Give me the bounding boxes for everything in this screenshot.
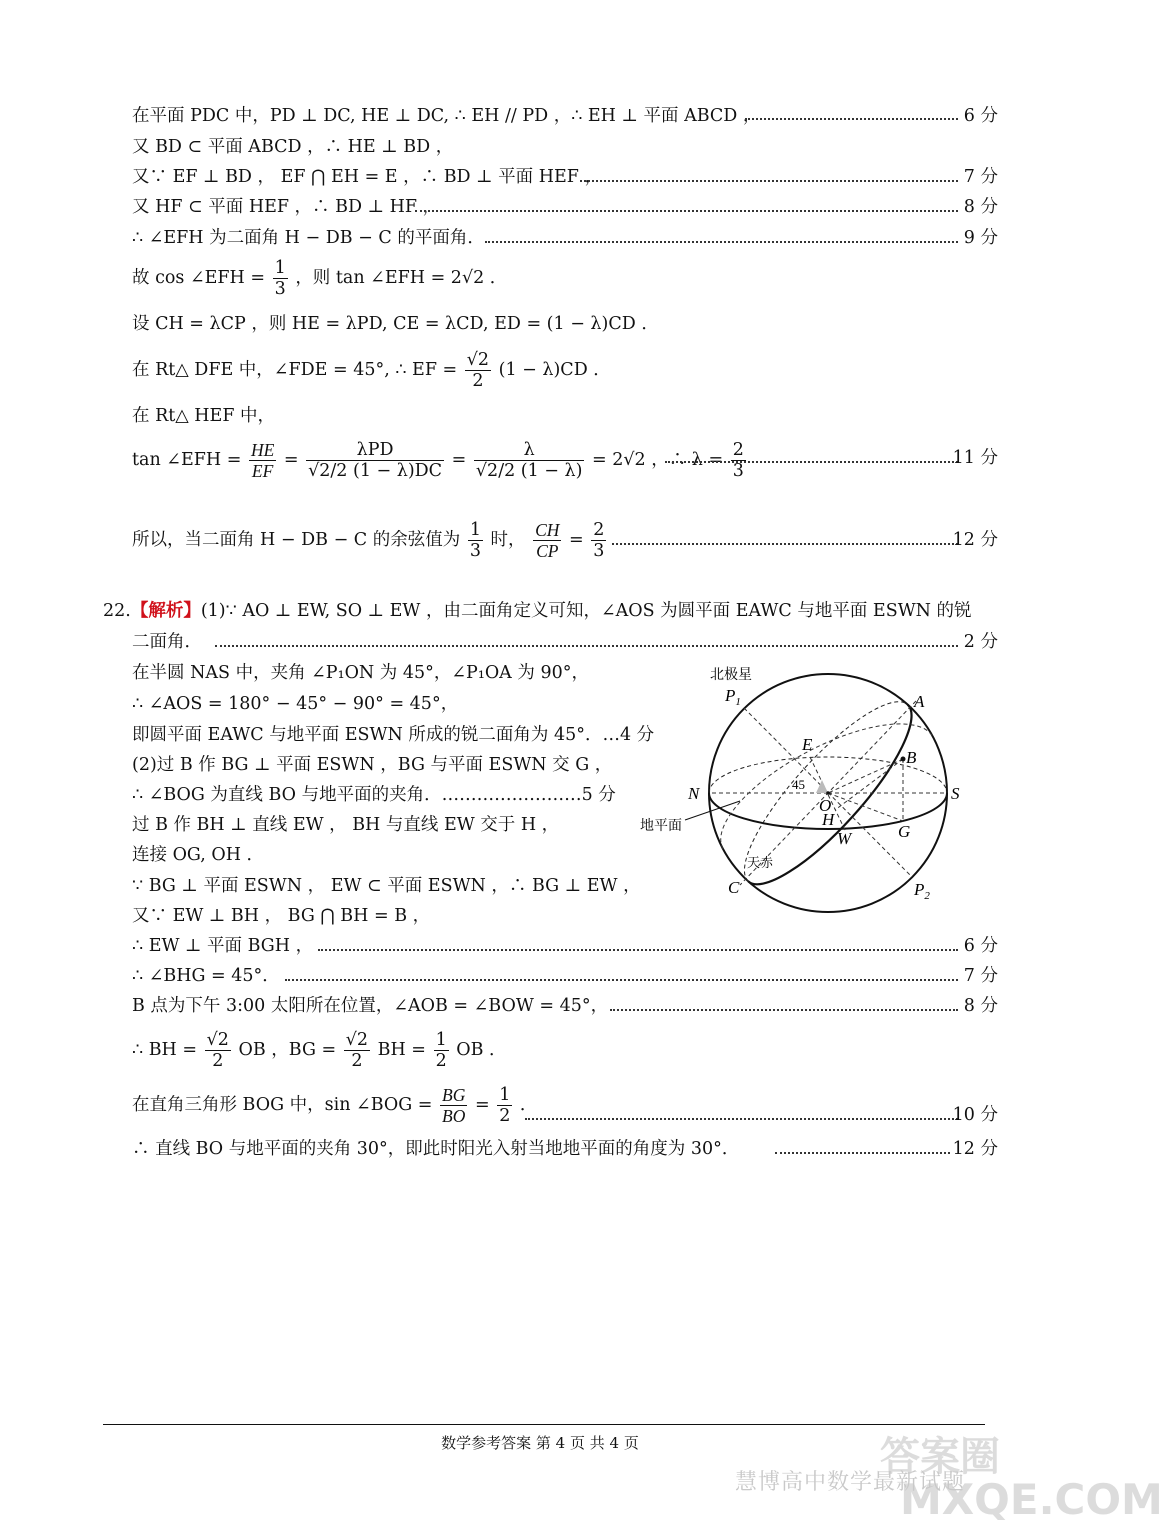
text-line: 在半圆 NAS 中，夹角 ∠P₁ON 为 45°，∠P₁OA 为 90°， bbox=[132, 663, 589, 683]
numerator: λPD bbox=[356, 440, 394, 460]
denominator: CP bbox=[533, 540, 561, 561]
question-number: 22. bbox=[103, 601, 131, 621]
text-line: (2)过 B 作 BG ⊥ 平面 ESWN ，BG 与平面 ESWN 交 G ， bbox=[132, 755, 613, 775]
dot-leader bbox=[525, 1118, 958, 1120]
numerator: √2 bbox=[206, 1030, 229, 1050]
label-C: C bbox=[728, 878, 740, 897]
text-line: ∴ ∠BOG 为直线 BO 与地平面的夹角．……………………5 分 bbox=[132, 785, 616, 805]
text-line: ∴ ∠AOS = 180° − 45° − 90° = 45°， bbox=[132, 694, 459, 714]
point-B bbox=[901, 757, 906, 762]
text-line bbox=[132, 440, 748, 481]
text-span: ． bbox=[519, 1095, 538, 1115]
text-span: 在 Rt△ DFE 中，∠FDE = 45°, ∴ EF = bbox=[132, 360, 458, 380]
equals: = bbox=[569, 530, 584, 550]
numerator: CH bbox=[535, 520, 560, 540]
numerator: 1 bbox=[499, 1085, 511, 1105]
fraction bbox=[474, 440, 585, 481]
equals: = bbox=[474, 1095, 490, 1115]
fraction bbox=[249, 440, 276, 481]
score-label: 7 分 bbox=[963, 966, 998, 986]
fraction bbox=[533, 520, 561, 561]
line-BH bbox=[835, 759, 903, 810]
numerator: 1 bbox=[274, 258, 286, 278]
score-label: 8 分 bbox=[963, 197, 998, 217]
text-line: ∴ EW ⊥ 平面 BGH ， bbox=[132, 936, 314, 956]
numerator: √2 bbox=[466, 350, 490, 370]
label-equator: 天赤 bbox=[747, 855, 774, 870]
dot-leader bbox=[318, 949, 958, 951]
dot-leader bbox=[415, 210, 958, 212]
text-span: OB ． bbox=[456, 1040, 507, 1060]
text-line: 二面角． bbox=[132, 632, 202, 652]
text-line: 在 Rt△ HEF 中， bbox=[132, 406, 276, 426]
fraction bbox=[465, 350, 491, 391]
text-line: 即圆平面 EAWC 与地平面 ESWN 所成的锐二面角为 45°．…4 分 bbox=[132, 725, 655, 745]
text-line: 过 B 作 BH ⊥ 直线 EW ， BH 与直线 EW 交于 H ， bbox=[132, 815, 560, 835]
numerator: 2 bbox=[732, 440, 744, 460]
numerator: 1 bbox=[435, 1030, 447, 1050]
numerator: BG bbox=[442, 1085, 466, 1105]
denominator: √2/2 (1 − λ) bbox=[475, 461, 583, 481]
denominator: BO bbox=[442, 1106, 466, 1126]
fraction bbox=[468, 520, 483, 561]
score-label: 7 分 bbox=[963, 167, 998, 187]
label-north-star: 北极星 bbox=[710, 668, 752, 683]
fraction bbox=[440, 1085, 467, 1126]
text-line bbox=[132, 1030, 507, 1071]
fraction bbox=[434, 1030, 449, 1071]
score-label: 6 分 bbox=[963, 106, 998, 126]
text-line: 又∵ EW ⊥ BH ， BG ⋂ BH = B ， bbox=[132, 906, 431, 926]
denominator: 2 bbox=[465, 370, 491, 391]
text-line: 又∵ EF ⊥ BD ， EF ⋂ EH = E ，∴ BD ⊥ 平面 HEF ， bbox=[132, 167, 602, 187]
numerator: 2 bbox=[593, 520, 605, 540]
fraction bbox=[591, 520, 606, 561]
label-B: B bbox=[906, 748, 917, 767]
text-line: ∴ ∠EFH 为二面角 H − DB − C 的平面角． bbox=[132, 228, 485, 248]
text-span: 所以，当二面角 H − DB − C 的余弦值为 bbox=[132, 530, 461, 550]
text-line: ∴ 直线 BO 与地平面的夹角 30°，即此时阳光入射当地地平面的角度为 30°． bbox=[132, 1139, 740, 1159]
text-line: 又 HF ⊂ 平面 HEF ，∴ BD ⊥ HF ， bbox=[132, 197, 441, 217]
denominator: EF bbox=[249, 460, 276, 481]
label-S: S bbox=[951, 784, 960, 803]
numerator: 1 bbox=[469, 520, 481, 540]
page-footer: 数学参考答案 第 4 页 共 4 页 bbox=[441, 1434, 639, 1452]
denominator: 3 bbox=[274, 279, 286, 299]
text-span: tan ∠EFH = bbox=[132, 450, 242, 470]
label-G: G bbox=[898, 822, 911, 841]
score-label: 2 分 bbox=[963, 632, 998, 652]
score-label: 9 分 bbox=[963, 228, 998, 248]
fraction bbox=[273, 258, 288, 299]
text-span: 故 cos ∠EFH = bbox=[132, 268, 266, 288]
text-line bbox=[132, 350, 611, 391]
score-label: 11 分 bbox=[952, 448, 998, 468]
text-span: = 2√2 ，∴ λ = bbox=[592, 450, 724, 470]
dot-leader bbox=[285, 979, 958, 981]
text-span: OB ，BG = bbox=[238, 1040, 337, 1060]
equals: = bbox=[283, 450, 299, 470]
horizon-leader bbox=[685, 801, 740, 820]
denominator: 2 bbox=[344, 1050, 370, 1071]
numerator: λ bbox=[523, 440, 535, 460]
text-span: (1 − λ)CD ． bbox=[498, 360, 611, 380]
dot-leader bbox=[745, 118, 958, 120]
text-line bbox=[132, 258, 507, 299]
text-line: 连接 OG, OH ． bbox=[132, 845, 265, 865]
text-span: (1)∵ AO ⊥ EW, SO ⊥ EW ，由二面角定义可知，∠AOS 为圆平面 EAWC 与地平面 ESWN 的锐 bbox=[200, 601, 972, 621]
label-O: O bbox=[819, 796, 832, 815]
dot-leader bbox=[775, 1152, 950, 1154]
label-P1: $P_1$ bbox=[725, 686, 741, 708]
watermark-logo: 答案圈 bbox=[880, 1434, 1000, 1480]
equals: = bbox=[451, 450, 467, 470]
footer-rule bbox=[103, 1424, 985, 1425]
fraction bbox=[205, 1030, 231, 1071]
dot-leader bbox=[610, 1009, 958, 1011]
text-line: ∵ BG ⊥ 平面 ESWN ， EW ⊂ 平面 ESWN ，∴ BG ⊥ EW ， bbox=[132, 876, 641, 896]
label-A: A bbox=[914, 692, 925, 711]
denominator: 3 bbox=[732, 461, 744, 481]
denominator: 2 bbox=[499, 1106, 511, 1126]
text-line: ∴ ∠BHG = 45°． bbox=[132, 966, 280, 986]
label-W: W bbox=[837, 829, 852, 848]
point-O bbox=[826, 791, 830, 795]
label-E: E bbox=[802, 735, 813, 754]
dot-leader bbox=[215, 645, 958, 647]
analysis-tag: 【解析】 bbox=[130, 601, 201, 621]
denominator: 2 bbox=[205, 1050, 231, 1071]
equator-front bbox=[748, 705, 933, 905]
text-line: 又 BD ⊂ 平面 ABCD ，∴ HE ⊥ BD ， bbox=[132, 137, 454, 157]
numerator: √2 bbox=[345, 1030, 369, 1050]
denominator: 3 bbox=[469, 541, 481, 561]
watermark-logo-url: MXQE.COM bbox=[900, 1475, 1163, 1524]
numerator: HE bbox=[250, 440, 275, 460]
denominator: √2/2 (1 − λ)DC bbox=[308, 461, 443, 481]
watermark-text: 慧博高中数学最新试题 bbox=[735, 1470, 966, 1495]
label-N: N bbox=[688, 784, 700, 803]
text-line bbox=[103, 600, 972, 622]
text-line: B 点为下午 3:00 太阳所在位置，∠AOB = ∠BOW = 45°， bbox=[132, 996, 609, 1016]
text-line: 设 CH = λCP ，则 HE = λPD, CE = λCD, ED = (1 − λ)CD ． bbox=[132, 314, 659, 334]
text-line: 在平面 PDC 中，PD ⊥ DC, HE ⊥ DC, ∴ EH // PD ，∴ EH ⊥ 平面 ABCD ， bbox=[132, 106, 761, 126]
text-span: ∴ BH = bbox=[132, 1040, 198, 1060]
text-span: 在直角三角形 BOG 中，sin ∠BOG = bbox=[132, 1095, 433, 1115]
label-horizon: 地平面 bbox=[640, 819, 682, 834]
text-line bbox=[132, 520, 608, 561]
dot-leader bbox=[485, 241, 958, 243]
score-label: 8 分 bbox=[963, 996, 998, 1016]
dot-leader bbox=[612, 543, 958, 545]
angle-mark bbox=[816, 780, 828, 793]
text-span: BH = bbox=[377, 1040, 426, 1060]
denominator: 3 bbox=[593, 541, 605, 561]
label-45: 45 bbox=[792, 777, 805, 792]
dot-leader bbox=[665, 461, 958, 463]
score-label: 6 分 bbox=[963, 936, 998, 956]
text-line bbox=[132, 1085, 537, 1126]
fraction bbox=[344, 1030, 370, 1071]
denominator: 2 bbox=[435, 1051, 447, 1071]
label-P2: $P_2$ bbox=[914, 880, 930, 902]
fraction bbox=[497, 1085, 512, 1126]
fraction bbox=[306, 440, 444, 481]
celestial-sphere-figure bbox=[630, 655, 980, 920]
text-span: 时， bbox=[490, 530, 526, 550]
dot-leader bbox=[580, 180, 958, 182]
score-label: 12 分 bbox=[952, 530, 998, 550]
text-span: ，则 tan ∠EFH = 2√2 ． bbox=[295, 268, 508, 288]
score-label: 12 分 bbox=[952, 1139, 998, 1159]
label-H: H bbox=[822, 810, 835, 829]
score-label: 10 分 bbox=[952, 1105, 998, 1125]
